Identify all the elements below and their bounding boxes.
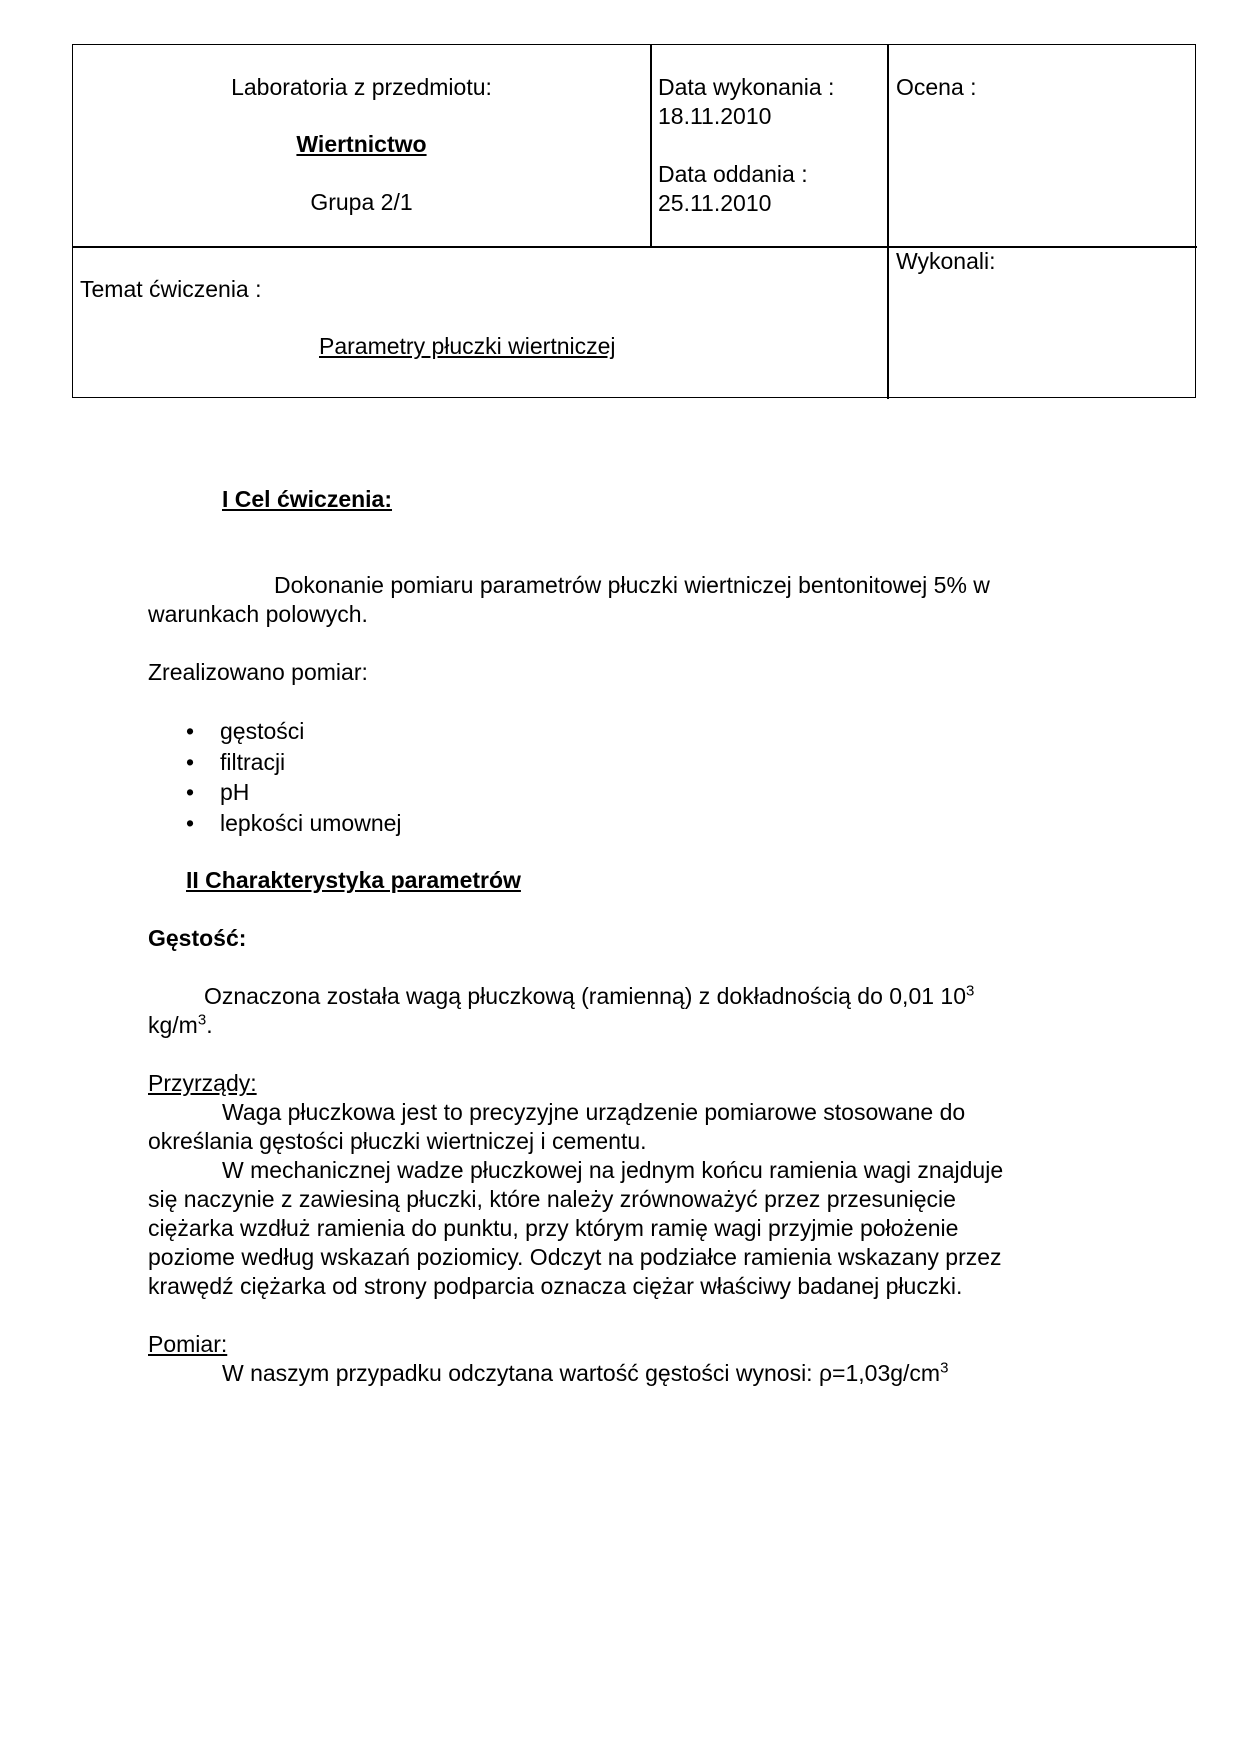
density-heading [148, 924, 246, 953]
instruments-p1-line1: Waga płuczkowa jest to precyzyjne urządzenie pomiarowe stosowane do [222, 1099, 966, 1125]
grade-label: Ocena : [896, 74, 977, 100]
header-cell-grade [896, 73, 1186, 102]
subject-name: Wiertnictwo [296, 131, 427, 157]
section-title-goal: I Cel ćwiczenia: [222, 486, 393, 512]
table-divider [887, 45, 889, 399]
density-line1 [204, 982, 1094, 1011]
list-item: • filtracji [186, 747, 402, 778]
header-cell-subject [73, 73, 650, 217]
measured-list [186, 716, 402, 838]
instruments-p2-line4: poziome według wskazań poziomicy. Odczyt na podziałce ramienia wskazany przez [148, 1244, 1002, 1270]
list-item: • gęstości [186, 716, 402, 747]
date-submitted-label: Data oddania : [658, 161, 808, 187]
header-cell-authors [896, 247, 1186, 276]
table-divider [650, 45, 652, 247]
density-line2 [148, 1011, 213, 1040]
instruments-p2-line5: krawędź ciężarka od strony podparcia oznacza ciężar właściwy badanej płuczki. [148, 1273, 963, 1299]
density-unit-exp: 3 [197, 1011, 207, 1029]
section-title-characteristics: II Charakterystyka parametrów [186, 867, 521, 893]
density-line1-exp: 3 [966, 982, 975, 1000]
list-item: • pH [186, 777, 402, 808]
density-line1-text: Oznaczona została wagą płuczkową (ramienną) z dokładnością do 0,01 10 [204, 983, 966, 1009]
density-line2-end: . [206, 1012, 213, 1038]
goal-paragraph-line2: warunkach polowych. [148, 601, 368, 627]
instruments-p2-line2: się naczynie z zawiesiną płuczki, które należy zrównoważyć przez przesunięcie [148, 1186, 956, 1212]
date-submitted-value: 25.11.2010 [658, 190, 772, 216]
topic-label: Temat ćwiczenia : [80, 276, 262, 302]
list-item: • lepkości umownej [186, 808, 402, 839]
instruments-p1-line2: określania gęstości płuczki wiertniczej i cementu. [148, 1128, 647, 1154]
measured-label: Zrealizowano pomiar: [148, 659, 368, 685]
density-heading-text: Gęstość: [148, 925, 247, 951]
measurement-result-exp: 3 [940, 1359, 949, 1377]
instruments-heading: Przyrządy: [148, 1070, 257, 1096]
goal-paragraph-line1: Dokonanie pomiaru parametrów płuczki wiertniczej bentonitowej 5% w [274, 572, 990, 598]
measurement-result [222, 1359, 948, 1388]
header-cell-topic [80, 275, 880, 361]
lab-label: Laboratoria z przedmiotu: [231, 74, 492, 100]
header-cell-dates [658, 73, 886, 218]
header-table [72, 44, 1196, 398]
authors-label: Wykonali: [896, 248, 996, 274]
date-done-value: 18.11.2010 [658, 103, 772, 129]
measurement-result-text: W naszym przypadku odczytana wartość gęstości wynosi: ρ=1,03g/cm [222, 1360, 941, 1386]
group-label: Grupa 2/1 [310, 189, 413, 215]
topic-value: Parametry płuczki wiertniczej [319, 333, 616, 359]
instruments-p2-line1: W mechanicznej wadze płuczkowej na jednym końcu ramienia wagi znajduje [222, 1157, 1004, 1183]
instruments-p2-line3: ciężarka wzdłuż ramienia do punktu, przy którym ramię wagi przyjmie położenie [148, 1215, 959, 1241]
date-done-label: Data wykonania : [658, 74, 835, 100]
measurement-heading: Pomiar: [148, 1331, 228, 1357]
density-unit: kg/m [148, 1012, 198, 1038]
